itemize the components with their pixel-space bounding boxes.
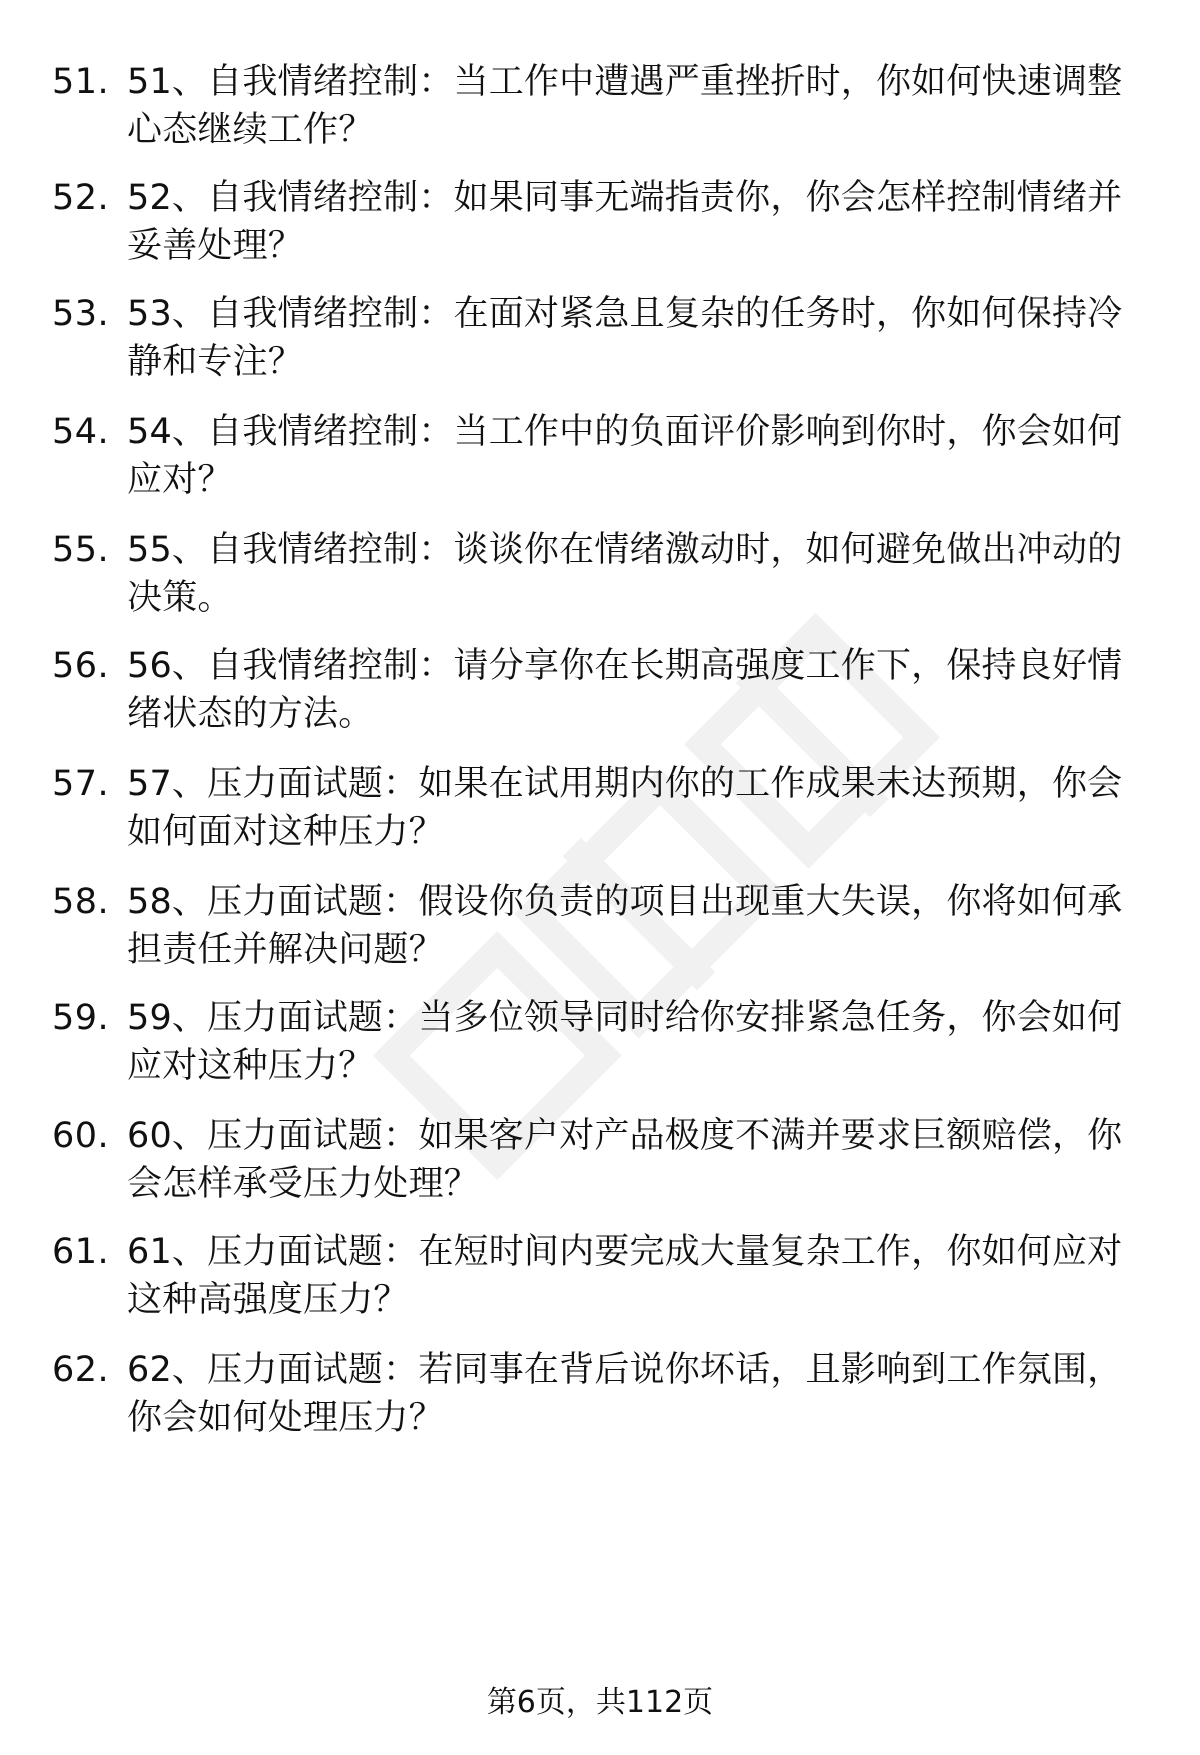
question-text-line: 59、压力面试题：当多位领导同时给你安排紧急任务，你会如何 xyxy=(127,998,1123,1038)
question-text-line: 应对？ xyxy=(127,460,233,500)
question-text-line: 54、自我情绪控制：当工作中的负面评价影响到你时，你会如何 xyxy=(127,412,1123,452)
question-text-line: 53、自我情绪控制：在面对紧急且复杂的任务时，你如何保持冷 xyxy=(127,294,1123,334)
question-number: 60. xyxy=(52,1116,110,1156)
question-number: 53. xyxy=(52,294,110,334)
question-number: 62. xyxy=(52,1350,110,1390)
question-number: 61. xyxy=(52,1232,110,1272)
question-text-line: 绪状态的方法。 xyxy=(127,694,374,734)
question-text-line: 如何面对这种压力？ xyxy=(127,812,444,852)
page-number-footer: 第6页，共112页 xyxy=(486,1685,714,1720)
question-text xyxy=(127,760,1167,856)
question-text-line: 62、压力面试题：若同事在背后说你坏话，且影响到工作氛围， xyxy=(127,1350,1123,1390)
question-text xyxy=(127,526,1167,622)
question-text-line: 58、压力面试题：假设你负责的项目出现重大失误，你将如何承 xyxy=(127,882,1123,922)
question-text-line: 57、压力面试题：如果在试用期内你的工作成果未达预期，你会 xyxy=(127,764,1123,804)
question-text xyxy=(127,1112,1167,1208)
question-text-line: 56、自我情绪控制：请分享你在长期高强度工作下，保持良好情 xyxy=(127,646,1123,686)
question-text-line: 51、自我情绪控制：当工作中遭遇严重挫折时，你如何快速调整 xyxy=(127,62,1123,102)
question-text-line: 心态继续工作？ xyxy=(127,110,374,150)
question-text-line: 55、自我情绪控制：谈谈你在情绪激动时，如何避免做出冲动的 xyxy=(127,530,1123,570)
question-number: 56. xyxy=(52,646,110,686)
question-text xyxy=(127,1346,1167,1442)
question-number: 57. xyxy=(52,764,110,804)
question-text xyxy=(127,642,1167,738)
question-text-line: 这种高强度压力？ xyxy=(127,1280,409,1320)
question-text-line: 60、压力面试题：如果客户对产品极度不满并要求巨额赔偿，你 xyxy=(127,1116,1123,1156)
question-text-line: 52、自我情绪控制：如果同事无端指责你，你会怎样控制情绪并 xyxy=(127,178,1123,218)
question-text xyxy=(127,290,1167,386)
question-number: 58. xyxy=(52,882,110,922)
question-text-line: 你会如何处理压力？ xyxy=(127,1398,444,1438)
question-text xyxy=(127,1228,1167,1324)
question-text-line: 静和专注？ xyxy=(127,342,304,382)
question-text-line: 会怎样承受压力处理？ xyxy=(127,1164,480,1204)
question-text xyxy=(127,58,1167,154)
question-text-line: 应对这种压力？ xyxy=(127,1046,374,1086)
question-text-line: 担责任并解决问题？ xyxy=(127,930,444,970)
question-number: 51. xyxy=(52,62,110,102)
question-text xyxy=(127,878,1167,974)
question-number: 59. xyxy=(52,998,110,1038)
question-text-line: 妥善处理？ xyxy=(127,226,304,266)
question-text xyxy=(127,408,1167,504)
question-number: 52. xyxy=(52,178,110,218)
question-text xyxy=(127,174,1167,270)
question-text-line: 决策。 xyxy=(127,578,233,618)
question-number: 54. xyxy=(52,412,110,452)
question-text-line: 61、压力面试题：在短时间内要完成大量复杂工作，你如何应对 xyxy=(127,1232,1123,1272)
question-text xyxy=(127,994,1167,1090)
question-number: 55. xyxy=(52,530,110,570)
